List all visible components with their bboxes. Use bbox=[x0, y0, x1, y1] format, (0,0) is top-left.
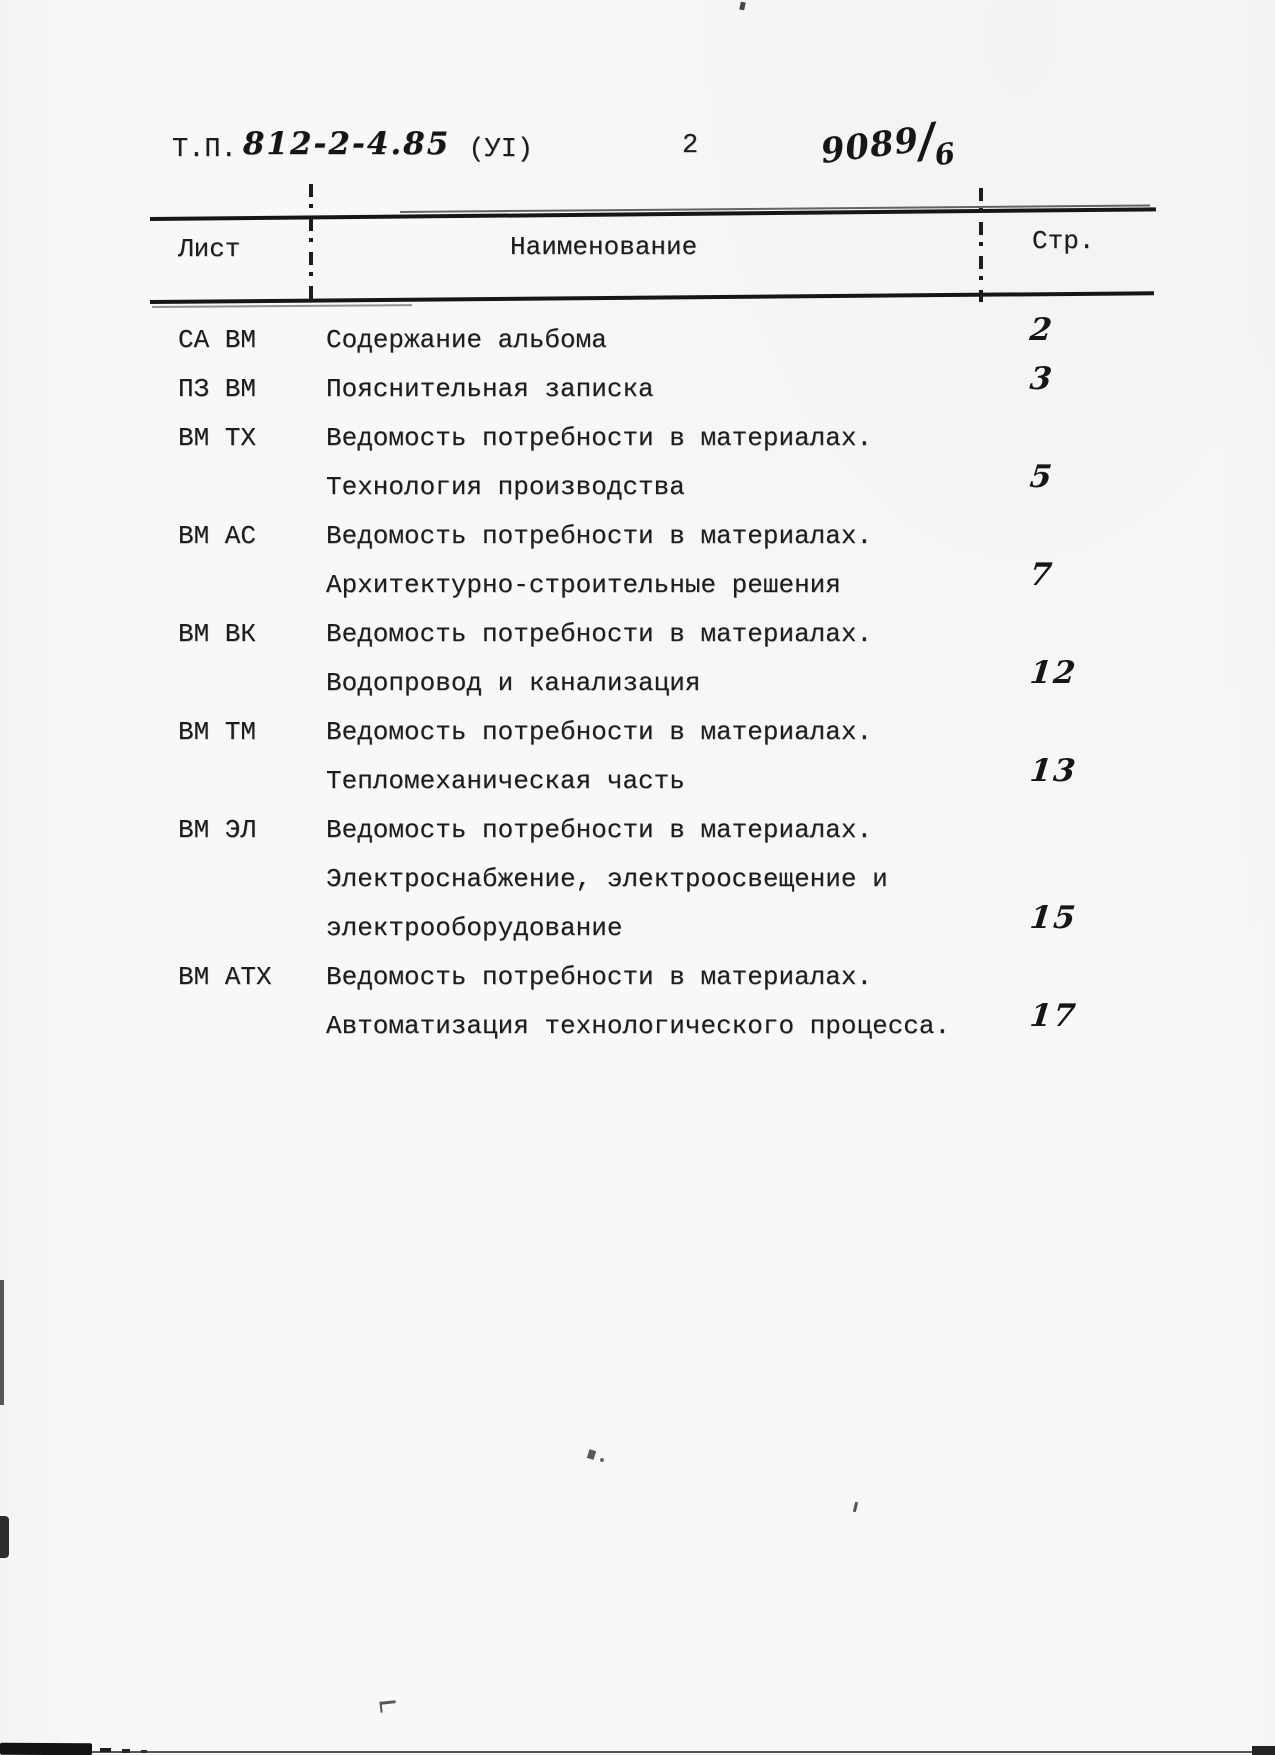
sheet-code: ВМ АС bbox=[178, 520, 257, 551]
stamp-slash: / bbox=[914, 112, 940, 168]
row-line: Ведомость потребности в материалах. bbox=[326, 618, 873, 649]
column-divider-page bbox=[979, 188, 983, 302]
scan-artifact bbox=[0, 1751, 1275, 1753]
row-line: Ведомость потребности в материалах. bbox=[326, 422, 873, 453]
sheet-code: ВМ ТХ bbox=[178, 422, 257, 453]
scan-artifact bbox=[100, 1748, 111, 1752]
document-code-number: 812-2-4.85 bbox=[242, 126, 451, 162]
table-row bbox=[150, 952, 1160, 1001]
row-line: электрооборудование bbox=[326, 912, 623, 943]
row-line: Архитектурно-строительные решения bbox=[326, 569, 841, 600]
table-row-continuation bbox=[150, 556, 1160, 609]
sheet-code: ВМ ТМ bbox=[178, 716, 257, 747]
document-code-suffix: (УІ) bbox=[468, 135, 534, 165]
sheet-code: ВМ ВК bbox=[178, 618, 257, 649]
table-row-continuation bbox=[150, 997, 1160, 1050]
table-row-continuation bbox=[150, 654, 1160, 707]
column-header-page: Стр. bbox=[1032, 226, 1095, 256]
row-line: Ведомость потребности в материалах. bbox=[326, 716, 873, 747]
table-row bbox=[150, 707, 1160, 756]
table-row bbox=[150, 360, 1160, 413]
scan-artifact bbox=[587, 1449, 596, 1460]
table-row bbox=[150, 609, 1160, 658]
document-code bbox=[172, 128, 533, 165]
row-line: Автоматизация технологического процесса. bbox=[326, 1010, 951, 1041]
scan-artifact bbox=[122, 1749, 130, 1753]
table-row-continuation bbox=[150, 899, 1160, 952]
document-code-prefix: Т.П. bbox=[172, 135, 237, 165]
row-line: Пояснительная записка bbox=[326, 373, 654, 404]
row-line: Электроснабжение, электроосвещение и bbox=[326, 863, 888, 894]
stamp-denominator: 6 bbox=[932, 135, 958, 173]
handwritten-stamp bbox=[817, 104, 956, 174]
page-ref: 7 bbox=[1028, 556, 1056, 593]
row-line: Водопровод и канализация bbox=[326, 667, 701, 698]
page-ref: 5 bbox=[1028, 458, 1056, 495]
table-header-border-shadow bbox=[152, 304, 412, 308]
table-row bbox=[150, 805, 1160, 854]
scan-artifact bbox=[1252, 1746, 1275, 1755]
column-header-sheet: Лист bbox=[178, 234, 241, 264]
scan-artifact bbox=[739, 2, 746, 11]
sheet-code: ПЗ ВМ bbox=[178, 373, 257, 404]
table-header-border bbox=[150, 291, 1154, 304]
scan-artifact bbox=[853, 1502, 858, 1512]
table-body bbox=[150, 311, 1160, 1050]
scan-artifact bbox=[0, 1516, 9, 1558]
sheet-code: СА ВМ bbox=[178, 324, 257, 355]
row-line: Ведомость потребности в материалах. bbox=[326, 520, 873, 551]
row-line: Ведомость потребности в материалах. bbox=[326, 961, 873, 992]
sheet-code: ВМ АТХ bbox=[178, 961, 272, 992]
page-number: 2 bbox=[682, 131, 699, 161]
scan-artifact bbox=[0, 1743, 92, 1755]
column-divider-sheet bbox=[309, 184, 313, 304]
row-line: Ведомость потребности в материалах. bbox=[326, 814, 873, 845]
row-line: Содержание альбома bbox=[326, 324, 607, 355]
table-row bbox=[150, 413, 1160, 462]
scan-artifact bbox=[600, 1458, 604, 1462]
table-row-continuation bbox=[150, 854, 1160, 903]
page-ref: 17 bbox=[1028, 997, 1080, 1034]
table-row-continuation bbox=[150, 752, 1160, 805]
page-ref: 3 bbox=[1028, 360, 1056, 397]
scan-artifact bbox=[0, 1280, 4, 1405]
table-row bbox=[150, 511, 1160, 560]
row-line: Тепломеханическая часть bbox=[326, 765, 685, 796]
page-ref: 15 bbox=[1028, 899, 1080, 936]
sheet-code: ВМ ЭЛ bbox=[178, 814, 257, 845]
table-row bbox=[150, 311, 1160, 364]
page-ref: 12 bbox=[1028, 654, 1080, 691]
stamp-numerator: 9089 bbox=[818, 120, 922, 172]
column-header-name: Наименование bbox=[510, 232, 698, 262]
row-line: Технология производства bbox=[326, 471, 685, 502]
scan-artifact bbox=[141, 1750, 147, 1753]
table-row-continuation bbox=[150, 458, 1160, 511]
scan-artifact bbox=[379, 1700, 396, 1713]
page-ref: 2 bbox=[1028, 311, 1056, 348]
page-ref: 13 bbox=[1028, 752, 1080, 789]
